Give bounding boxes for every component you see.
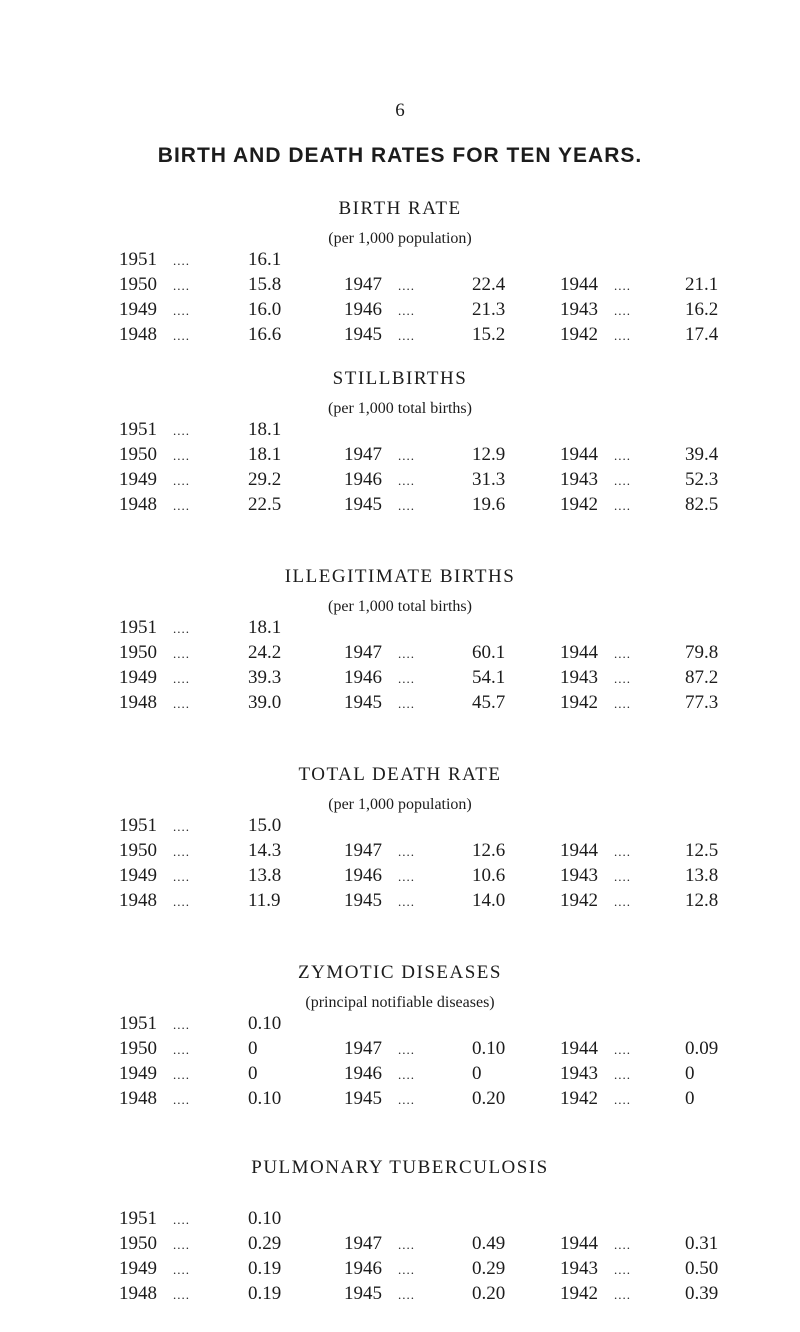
leader-dots: ....: [173, 646, 190, 661]
leader-dots: ....: [614, 894, 631, 909]
rate-value: 52.3: [685, 469, 719, 490]
year: 1947: [344, 444, 382, 465]
rate-value: 22.5: [248, 494, 282, 515]
rate-value: 24.2: [248, 642, 282, 663]
year-label: [344, 1283, 415, 1305]
year: 1942: [560, 494, 598, 515]
year: 1950: [119, 274, 157, 295]
leader-dots: ....: [173, 423, 190, 438]
section-subtitle: (per 1,000 total births): [328, 400, 472, 417]
rate-value: 22.4: [472, 274, 506, 295]
year-label: [119, 324, 190, 346]
leader-dots: ....: [398, 1287, 415, 1302]
year: 1944: [560, 1038, 598, 1059]
leader-dots: ....: [173, 303, 190, 318]
year: 1944: [560, 444, 598, 465]
year: 1950: [119, 840, 157, 861]
rate-value: 15.0: [248, 815, 282, 836]
year-label: [119, 815, 190, 837]
rate-value: 12.8: [685, 890, 719, 911]
table-row: [0, 1088, 800, 1112]
year-label: [344, 1258, 415, 1280]
leader-dots: ....: [173, 671, 190, 686]
rate-value: 29.2: [248, 469, 282, 490]
leader-dots: ....: [614, 303, 631, 318]
rate-value: 21.1: [685, 274, 719, 295]
leader-dots: ....: [614, 1092, 631, 1107]
page-number: 6: [395, 100, 405, 121]
year: 1946: [344, 299, 382, 320]
year-label: [560, 444, 631, 466]
rate-value: 79.8: [685, 642, 719, 663]
rate-value: 0.19: [248, 1283, 282, 1304]
rate-value: 13.8: [248, 865, 282, 886]
table-row: [0, 419, 800, 443]
leader-dots: ....: [614, 869, 631, 884]
rate-value: 0: [248, 1063, 258, 1084]
rate-value: 45.7: [472, 692, 506, 713]
year-label: [344, 890, 415, 912]
rate-value: 10.6: [472, 865, 506, 886]
year-label: [560, 274, 631, 296]
leader-dots: ....: [398, 303, 415, 318]
leader-dots: ....: [398, 1067, 415, 1082]
year: 1950: [119, 1038, 157, 1059]
year-label: [344, 1063, 415, 1085]
leader-dots: ....: [173, 819, 190, 834]
year: 1942: [560, 1088, 598, 1109]
leader-dots: ....: [398, 1262, 415, 1277]
year-label: [344, 642, 415, 664]
leader-dots: ....: [398, 671, 415, 686]
year-label: [560, 494, 631, 516]
leader-dots: ....: [398, 448, 415, 463]
year: 1943: [560, 469, 598, 490]
year-label: [560, 324, 631, 346]
year: 1949: [119, 667, 157, 688]
table-row: [0, 1038, 800, 1062]
year-label: [119, 667, 190, 689]
leader-dots: ....: [614, 646, 631, 661]
year: 1945: [344, 324, 382, 345]
year-label: [119, 617, 190, 639]
page-title: BIRTH AND DEATH RATES FOR TEN YEARS.: [157, 144, 643, 167]
year: 1949: [119, 469, 157, 490]
year-label: [344, 840, 415, 862]
year-label: [119, 1013, 190, 1035]
leader-dots: ....: [614, 1042, 631, 1057]
table-row: [0, 642, 800, 666]
section-subtitle: (per 1,000 population): [328, 796, 472, 813]
year: 1948: [119, 494, 157, 515]
year-label: [344, 865, 415, 887]
rate-value: 0.19: [248, 1258, 282, 1279]
section-title: ILLEGITIMATE BIRTHS: [284, 566, 516, 587]
leader-dots: ....: [173, 894, 190, 909]
table-row: [0, 1233, 800, 1257]
year: 1944: [560, 1233, 598, 1254]
leader-dots: ....: [398, 646, 415, 661]
rate-value: 31.3: [472, 469, 506, 490]
section-subtitle: (per 1,000 population): [328, 230, 472, 247]
leader-dots: ....: [173, 473, 190, 488]
leader-dots: ....: [173, 696, 190, 711]
rate-value: 77.3: [685, 692, 719, 713]
rate-value: 0.10: [472, 1038, 506, 1059]
year: 1943: [560, 1258, 598, 1279]
year: 1945: [344, 1283, 382, 1304]
year-label: [560, 1038, 631, 1060]
year-label: [119, 642, 190, 664]
year-label: [344, 1233, 415, 1255]
year-label: [560, 1088, 631, 1110]
year: 1942: [560, 1283, 598, 1304]
year-label: [344, 444, 415, 466]
year: 1943: [560, 1063, 598, 1084]
leader-dots: ....: [398, 844, 415, 859]
year-label: [560, 1233, 631, 1255]
rate-value: 0.20: [472, 1088, 506, 1109]
rate-value: 0.29: [248, 1233, 282, 1254]
year: 1951: [119, 617, 157, 638]
table-row: [0, 617, 800, 641]
year: 1947: [344, 274, 382, 295]
year: 1948: [119, 890, 157, 911]
leader-dots: ....: [173, 278, 190, 293]
leader-dots: ....: [614, 498, 631, 513]
year: 1947: [344, 840, 382, 861]
section-title: STILLBIRTHS: [332, 368, 468, 389]
leader-dots: ....: [614, 1262, 631, 1277]
year-label: [119, 1208, 190, 1230]
year-label: [119, 890, 190, 912]
year: 1948: [119, 1088, 157, 1109]
leader-dots: ....: [398, 278, 415, 293]
rate-value: 0: [248, 1038, 258, 1059]
table-row: [0, 667, 800, 691]
year-label: [344, 1038, 415, 1060]
table-row: [0, 840, 800, 864]
rate-value: 0.10: [248, 1208, 282, 1229]
rate-value: 12.9: [472, 444, 506, 465]
year: 1944: [560, 274, 598, 295]
year-label: [119, 444, 190, 466]
leader-dots: ....: [173, 844, 190, 859]
leader-dots: ....: [614, 1237, 631, 1252]
rate-value: 0: [685, 1063, 695, 1084]
leader-dots: ....: [173, 1237, 190, 1252]
section-subtitle: (principal notifiable diseases): [305, 994, 495, 1011]
leader-dots: ....: [398, 473, 415, 488]
leader-dots: ....: [173, 448, 190, 463]
rate-value: 60.1: [472, 642, 506, 663]
leader-dots: ....: [173, 498, 190, 513]
year: 1945: [344, 890, 382, 911]
section-subtitle: (per 1,000 total births): [328, 598, 472, 615]
year-label: [344, 1088, 415, 1110]
rate-value: 54.1: [472, 667, 506, 688]
rate-value: 14.0: [472, 890, 506, 911]
rate-value: 16.0: [248, 299, 282, 320]
leader-dots: ....: [614, 448, 631, 463]
year: 1951: [119, 249, 157, 270]
leader-dots: ....: [614, 278, 631, 293]
leader-dots: ....: [173, 328, 190, 343]
leader-dots: ....: [614, 696, 631, 711]
table-row: [0, 865, 800, 889]
table-row: [0, 444, 800, 468]
year-label: [344, 692, 415, 714]
year: 1951: [119, 1013, 157, 1034]
table-row: [0, 324, 800, 348]
rate-value: 39.0: [248, 692, 282, 713]
leader-dots: ....: [173, 1092, 190, 1107]
leader-dots: ....: [173, 1287, 190, 1302]
year: 1943: [560, 299, 598, 320]
leader-dots: ....: [173, 1042, 190, 1057]
rate-value: 16.1: [248, 249, 282, 270]
year: 1950: [119, 1233, 157, 1254]
year: 1948: [119, 324, 157, 345]
leader-dots: ....: [398, 894, 415, 909]
year-label: [119, 494, 190, 516]
year-label: [119, 840, 190, 862]
table-row: [0, 1013, 800, 1037]
year-label: [119, 1088, 190, 1110]
year: 1947: [344, 642, 382, 663]
year: 1944: [560, 840, 598, 861]
year-label: [344, 299, 415, 321]
year: 1943: [560, 667, 598, 688]
rate-value: 0.10: [248, 1013, 282, 1034]
table-row: [0, 1063, 800, 1087]
rate-value: 12.5: [685, 840, 719, 861]
year-label: [560, 299, 631, 321]
year: 1942: [560, 324, 598, 345]
rate-value: 0.10: [248, 1088, 282, 1109]
year-label: [119, 692, 190, 714]
rate-value: 14.3: [248, 840, 282, 861]
year: 1946: [344, 667, 382, 688]
rate-value: 15.8: [248, 274, 282, 295]
year-label: [119, 865, 190, 887]
rate-value: 0.50: [685, 1258, 719, 1279]
table-row: [0, 890, 800, 914]
year-label: [560, 890, 631, 912]
year: 1951: [119, 1208, 157, 1229]
leader-dots: ....: [398, 869, 415, 884]
leader-dots: ....: [398, 328, 415, 343]
leader-dots: ....: [173, 1017, 190, 1032]
rate-value: 18.1: [248, 419, 282, 440]
year-label: [560, 642, 631, 664]
section-title: BIRTH RATE: [338, 198, 462, 219]
leader-dots: ....: [614, 1287, 631, 1302]
year-label: [560, 865, 631, 887]
table-row: [0, 1283, 800, 1307]
year: 1950: [119, 642, 157, 663]
year-label: [119, 1283, 190, 1305]
table-row: [0, 692, 800, 716]
year: 1947: [344, 1038, 382, 1059]
rate-value: 87.2: [685, 667, 719, 688]
year: 1942: [560, 890, 598, 911]
rate-value: 0.49: [472, 1233, 506, 1254]
rate-value: 18.1: [248, 617, 282, 638]
year-label: [119, 249, 190, 271]
leader-dots: ....: [173, 869, 190, 884]
year-label: [560, 1258, 631, 1280]
year: 1948: [119, 1283, 157, 1304]
leader-dots: ....: [398, 498, 415, 513]
year: 1951: [119, 815, 157, 836]
rate-value: 0.09: [685, 1038, 719, 1059]
leader-dots: ....: [173, 1212, 190, 1227]
rate-value: 16.6: [248, 324, 282, 345]
year: 1945: [344, 692, 382, 713]
table-row: [0, 469, 800, 493]
section-title: PULMONARY TUBERCULOSIS: [251, 1157, 549, 1178]
table-row: [0, 1258, 800, 1282]
rate-value: 39.3: [248, 667, 282, 688]
year: 1951: [119, 419, 157, 440]
year: 1945: [344, 494, 382, 515]
leader-dots: ....: [614, 473, 631, 488]
year-label: [119, 274, 190, 296]
rate-value: 39.4: [685, 444, 719, 465]
rate-value: 17.4: [685, 324, 719, 345]
year-label: [560, 1063, 631, 1085]
rate-value: 0: [472, 1063, 482, 1084]
year: 1946: [344, 1063, 382, 1084]
leader-dots: ....: [614, 328, 631, 343]
table-row: [0, 249, 800, 273]
year-label: [119, 1038, 190, 1060]
year: 1944: [560, 642, 598, 663]
year-label: [344, 494, 415, 516]
year-label: [560, 1283, 631, 1305]
rate-value: 13.8: [685, 865, 719, 886]
year: 1945: [344, 1088, 382, 1109]
rate-value: 16.2: [685, 299, 719, 320]
year-label: [344, 469, 415, 491]
rate-value: 0.39: [685, 1283, 719, 1304]
year: 1946: [344, 1258, 382, 1279]
year-label: [119, 1258, 190, 1280]
rate-value: 12.6: [472, 840, 506, 861]
rate-value: 18.1: [248, 444, 282, 465]
year: 1949: [119, 299, 157, 320]
year: 1947: [344, 1233, 382, 1254]
leader-dots: ....: [173, 253, 190, 268]
rate-value: 0.31: [685, 1233, 719, 1254]
year: 1946: [344, 865, 382, 886]
leader-dots: ....: [173, 1067, 190, 1082]
rate-value: 0.29: [472, 1258, 506, 1279]
year-label: [344, 667, 415, 689]
year: 1949: [119, 1258, 157, 1279]
year: 1943: [560, 865, 598, 886]
year-label: [119, 1063, 190, 1085]
table-row: [0, 494, 800, 518]
leader-dots: ....: [614, 671, 631, 686]
section-title: TOTAL DEATH RATE: [298, 764, 502, 785]
leader-dots: ....: [398, 1042, 415, 1057]
leader-dots: ....: [398, 1237, 415, 1252]
table-row: [0, 815, 800, 839]
leader-dots: ....: [173, 1262, 190, 1277]
year-label: [560, 667, 631, 689]
year-label: [119, 299, 190, 321]
year: 1946: [344, 469, 382, 490]
table-row: [0, 274, 800, 298]
rate-value: 19.6: [472, 494, 506, 515]
year-label: [560, 469, 631, 491]
leader-dots: ....: [398, 1092, 415, 1107]
rate-value: 82.5: [685, 494, 719, 515]
leader-dots: ....: [614, 844, 631, 859]
table-row: [0, 1208, 800, 1232]
leader-dots: ....: [173, 621, 190, 636]
year: 1942: [560, 692, 598, 713]
year-label: [560, 840, 631, 862]
year-label: [344, 324, 415, 346]
year-label: [119, 1233, 190, 1255]
year: 1948: [119, 692, 157, 713]
year-label: [560, 692, 631, 714]
rate-value: 21.3: [472, 299, 506, 320]
year-label: [344, 274, 415, 296]
leader-dots: ....: [614, 1067, 631, 1082]
year: 1949: [119, 1063, 157, 1084]
section-title: ZYMOTIC DISEASES: [298, 962, 502, 983]
year: 1950: [119, 444, 157, 465]
rate-value: 0: [685, 1088, 695, 1109]
year-label: [119, 469, 190, 491]
year-label: [119, 419, 190, 441]
year: 1949: [119, 865, 157, 886]
table-row: [0, 299, 800, 323]
rate-value: 0.20: [472, 1283, 506, 1304]
rate-value: 11.9: [248, 890, 281, 911]
leader-dots: ....: [398, 696, 415, 711]
rate-value: 15.2: [472, 324, 506, 345]
